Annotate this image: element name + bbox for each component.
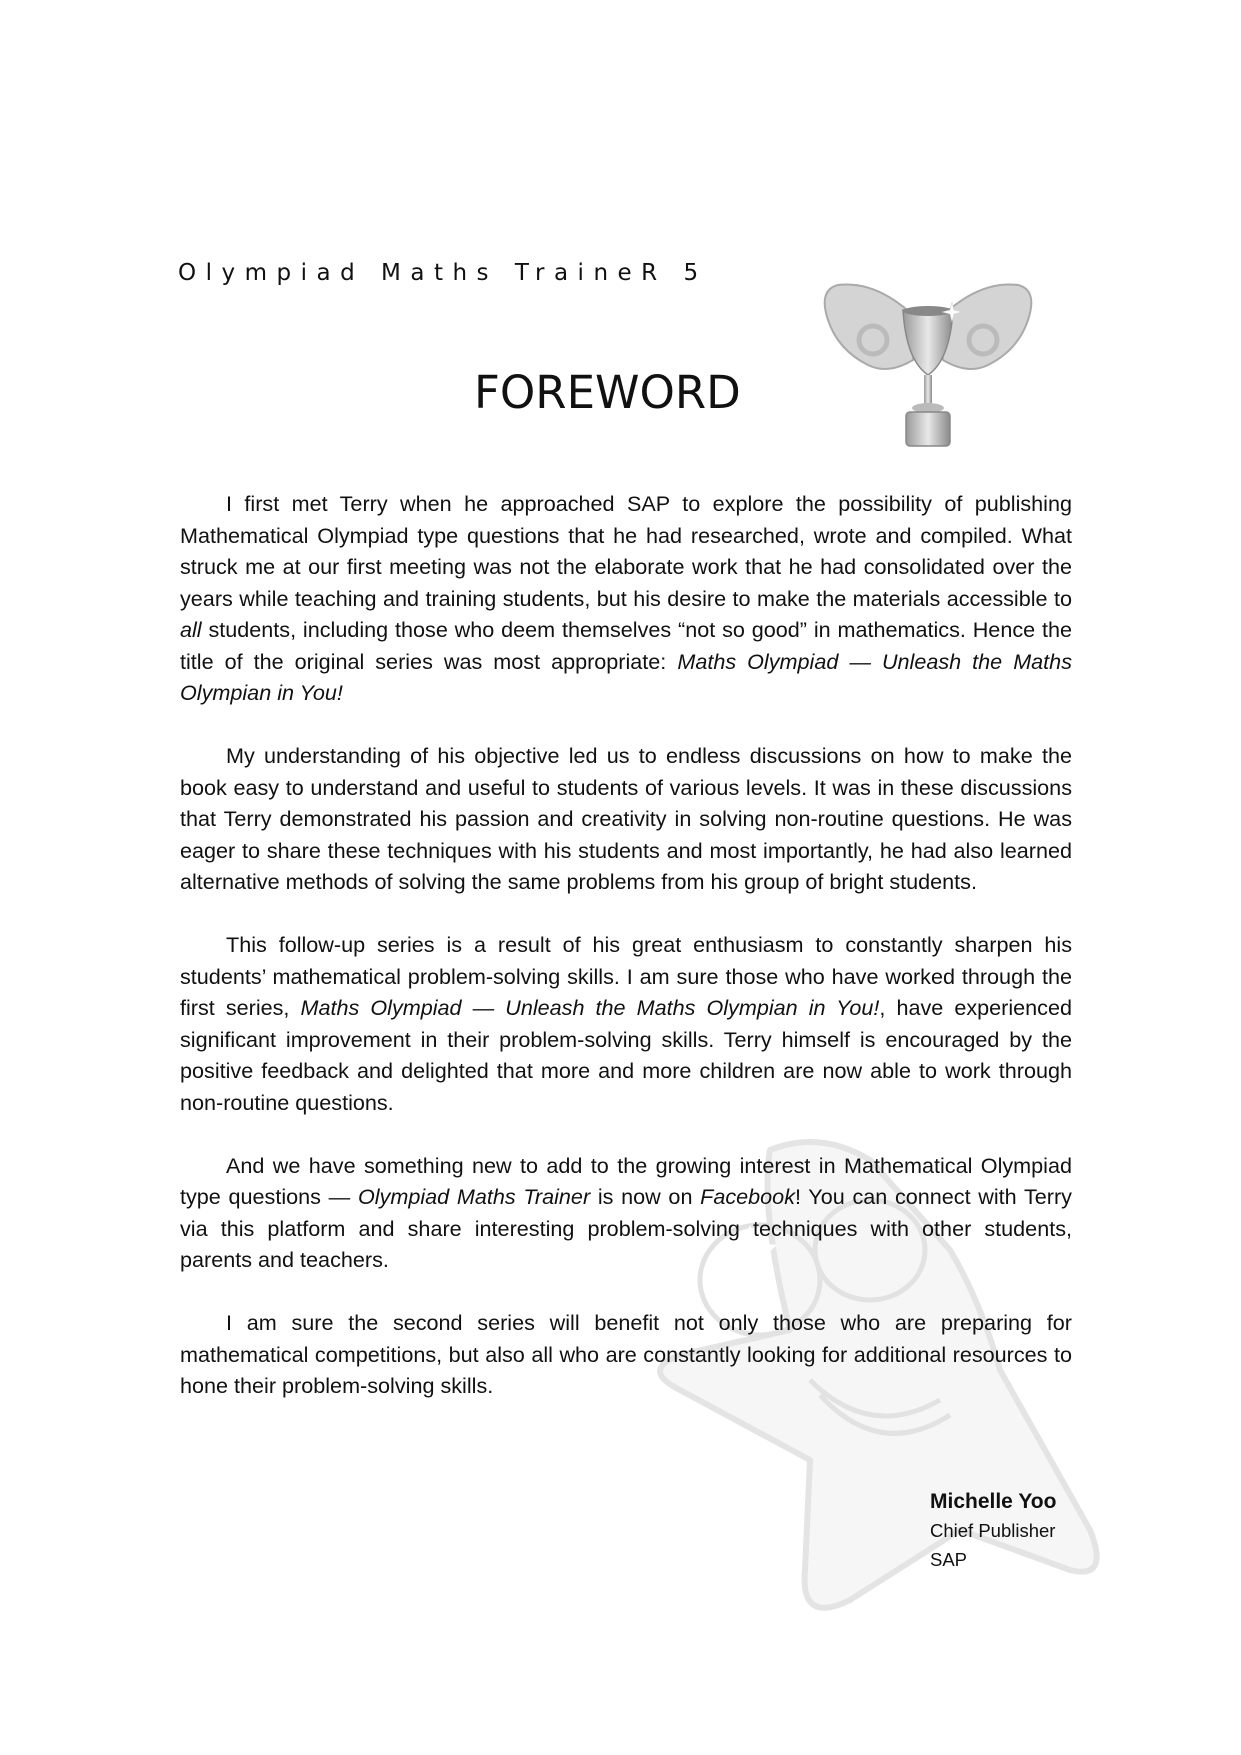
text-segment: I first met Terry when he approached SAP to explore the possibility of publishing Mathematical Olympiad type questions that he had researched, wrote and compiled. What struck me at our first meeting was not the elaborate work that he had consolidated over the years while teaching and training students, but his desire to make the materials accessible to (180, 491, 1072, 611)
text-segment: , have experienced significant improvement in their problem-solving skills. Terry himself is encouraged by the positive feedback and delighted that more and more children are now able to work through non-routine questions. (180, 995, 1072, 1115)
series-title: Olympiad Maths TraineR 5 (178, 260, 708, 286)
italic-text: all (180, 617, 202, 642)
italic-text: Maths Olympiad — Unleash the Maths Olympian in You! (300, 995, 880, 1020)
page-title: FOREWORD (474, 366, 741, 420)
paragraph (180, 1150, 1072, 1276)
text-segment: This follow-up series is a result of his great enthusiasm to constantly sharpen his students’ mathematical problem-solving skills. I am sure those who have worked through the first series, (180, 932, 1072, 1020)
signatory-role: Chief Publisher (930, 1520, 1056, 1541)
signatory-name: Michelle Yoo (930, 1490, 1057, 1513)
italic-text: Facebook (700, 1184, 795, 1209)
paragraph (180, 740, 1072, 898)
paragraph (180, 929, 1072, 1118)
italic-text: Maths Olympiad — Unleash the Maths Olympian in You! (180, 648, 1072, 705)
text-segment: is now on (590, 1184, 701, 1209)
text-segment: And we have something new to add to the growing interest in Mathematical Olympiad type questions — (180, 1152, 1072, 1209)
signatory-organization: SAP (930, 1549, 968, 1570)
paragraph (180, 1307, 1072, 1402)
paragraph (180, 488, 1072, 709)
foreword-body (180, 488, 1072, 1433)
text-segment: ! You can connect with Terry via this platform and share interesting problem-solving techniques with other students, parents and teachers. (180, 1184, 1072, 1272)
text-segment: My understanding of his objective led us to endless discussions on how to make the book easy to understand and useful to students of various levels. It was in these discussions that Terry demonstrated his passion and creativity in solving non-routine questions. He was eager to share these techniques with his students and most importantly, he had also learned alternative methods of solving the same problems from his group of bright students. (180, 743, 1072, 894)
winged-trophy-icon (818, 280, 1038, 452)
italic-text: Olympiad Maths Trainer (357, 1184, 591, 1209)
signature-block (930, 1487, 1056, 1574)
text-segment: students, including those who deem themselves “not so good” in mathematics. Hence the title of the original series was most appropriate: (180, 617, 1072, 674)
text-segment: I am sure the second series will benefit not only those who are preparing for mathematical competitions, but also all who are constantly looking for additional resources to hone their problem-solving skills. (180, 1310, 1072, 1398)
